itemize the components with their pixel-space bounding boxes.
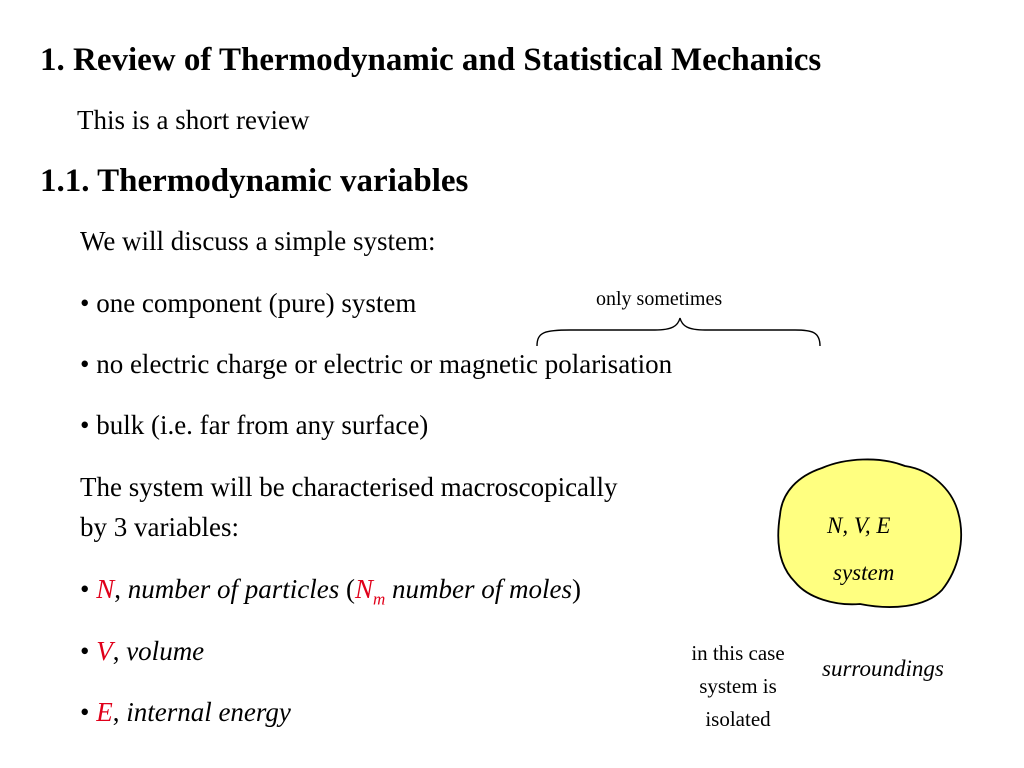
comma: , <box>112 636 120 666</box>
isolated-note <box>668 637 808 736</box>
bullet-symbol: • <box>80 636 90 666</box>
characterise-line-2: by 3 variables: <box>80 512 239 542</box>
slide-subtitle: This is a short review <box>77 105 310 135</box>
system-label: system <box>833 560 895 585</box>
bullet-text: no electric charge or electric or magnetic polarisation <box>96 349 673 379</box>
variable-item-v <box>80 636 204 667</box>
comma: , <box>112 697 120 727</box>
variable-symbol: V <box>96 636 113 666</box>
variable-description: internal energy <box>126 697 291 727</box>
moles-subscript: m <box>372 589 386 609</box>
bullet-symbol: • <box>80 697 90 727</box>
variable-symbol: N <box>96 574 115 604</box>
variable-description: number of particles <box>127 574 340 604</box>
bullet-item <box>80 410 428 441</box>
variable-item-e <box>80 697 291 728</box>
section-title: 1.1. Thermodynamic variables <box>40 163 469 199</box>
characterise-line-1: The system will be characterised macroscopically <box>80 472 618 502</box>
intro-text: We will discuss a simple system: <box>80 226 436 256</box>
variable-description: volume <box>126 636 205 666</box>
slide-title: 1. Review of Thermodynamic and Statistical Mechanics <box>40 42 822 78</box>
isolated-note-line: system is <box>699 674 777 698</box>
variable-symbol: E <box>96 697 113 727</box>
curly-brace <box>537 318 820 346</box>
system-vars-label: N, V, E <box>827 513 891 538</box>
bullet-symbol: • <box>80 410 90 440</box>
bullet-item <box>80 288 416 319</box>
bullet-text: bulk (i.e. far from any surface) <box>96 410 429 440</box>
bullet-item <box>80 349 672 380</box>
bullet-text: one component (pure) system <box>96 288 417 318</box>
moles-symbol: N <box>354 574 373 604</box>
bullet-symbol: • <box>80 574 90 604</box>
surroundings-label: surroundings <box>822 656 944 681</box>
bullet-symbol: • <box>80 349 90 379</box>
isolated-note-line: in this case <box>691 641 785 665</box>
moles-description: number of moles <box>392 574 572 604</box>
paren-open: ( <box>345 574 355 604</box>
paren-close: ) <box>571 574 581 604</box>
brace-note: only sometimes <box>596 288 723 310</box>
variable-item-n <box>80 574 581 609</box>
bullet-symbol: • <box>80 288 90 318</box>
isolated-note-line: isolated <box>705 707 771 731</box>
comma: , <box>114 574 121 604</box>
